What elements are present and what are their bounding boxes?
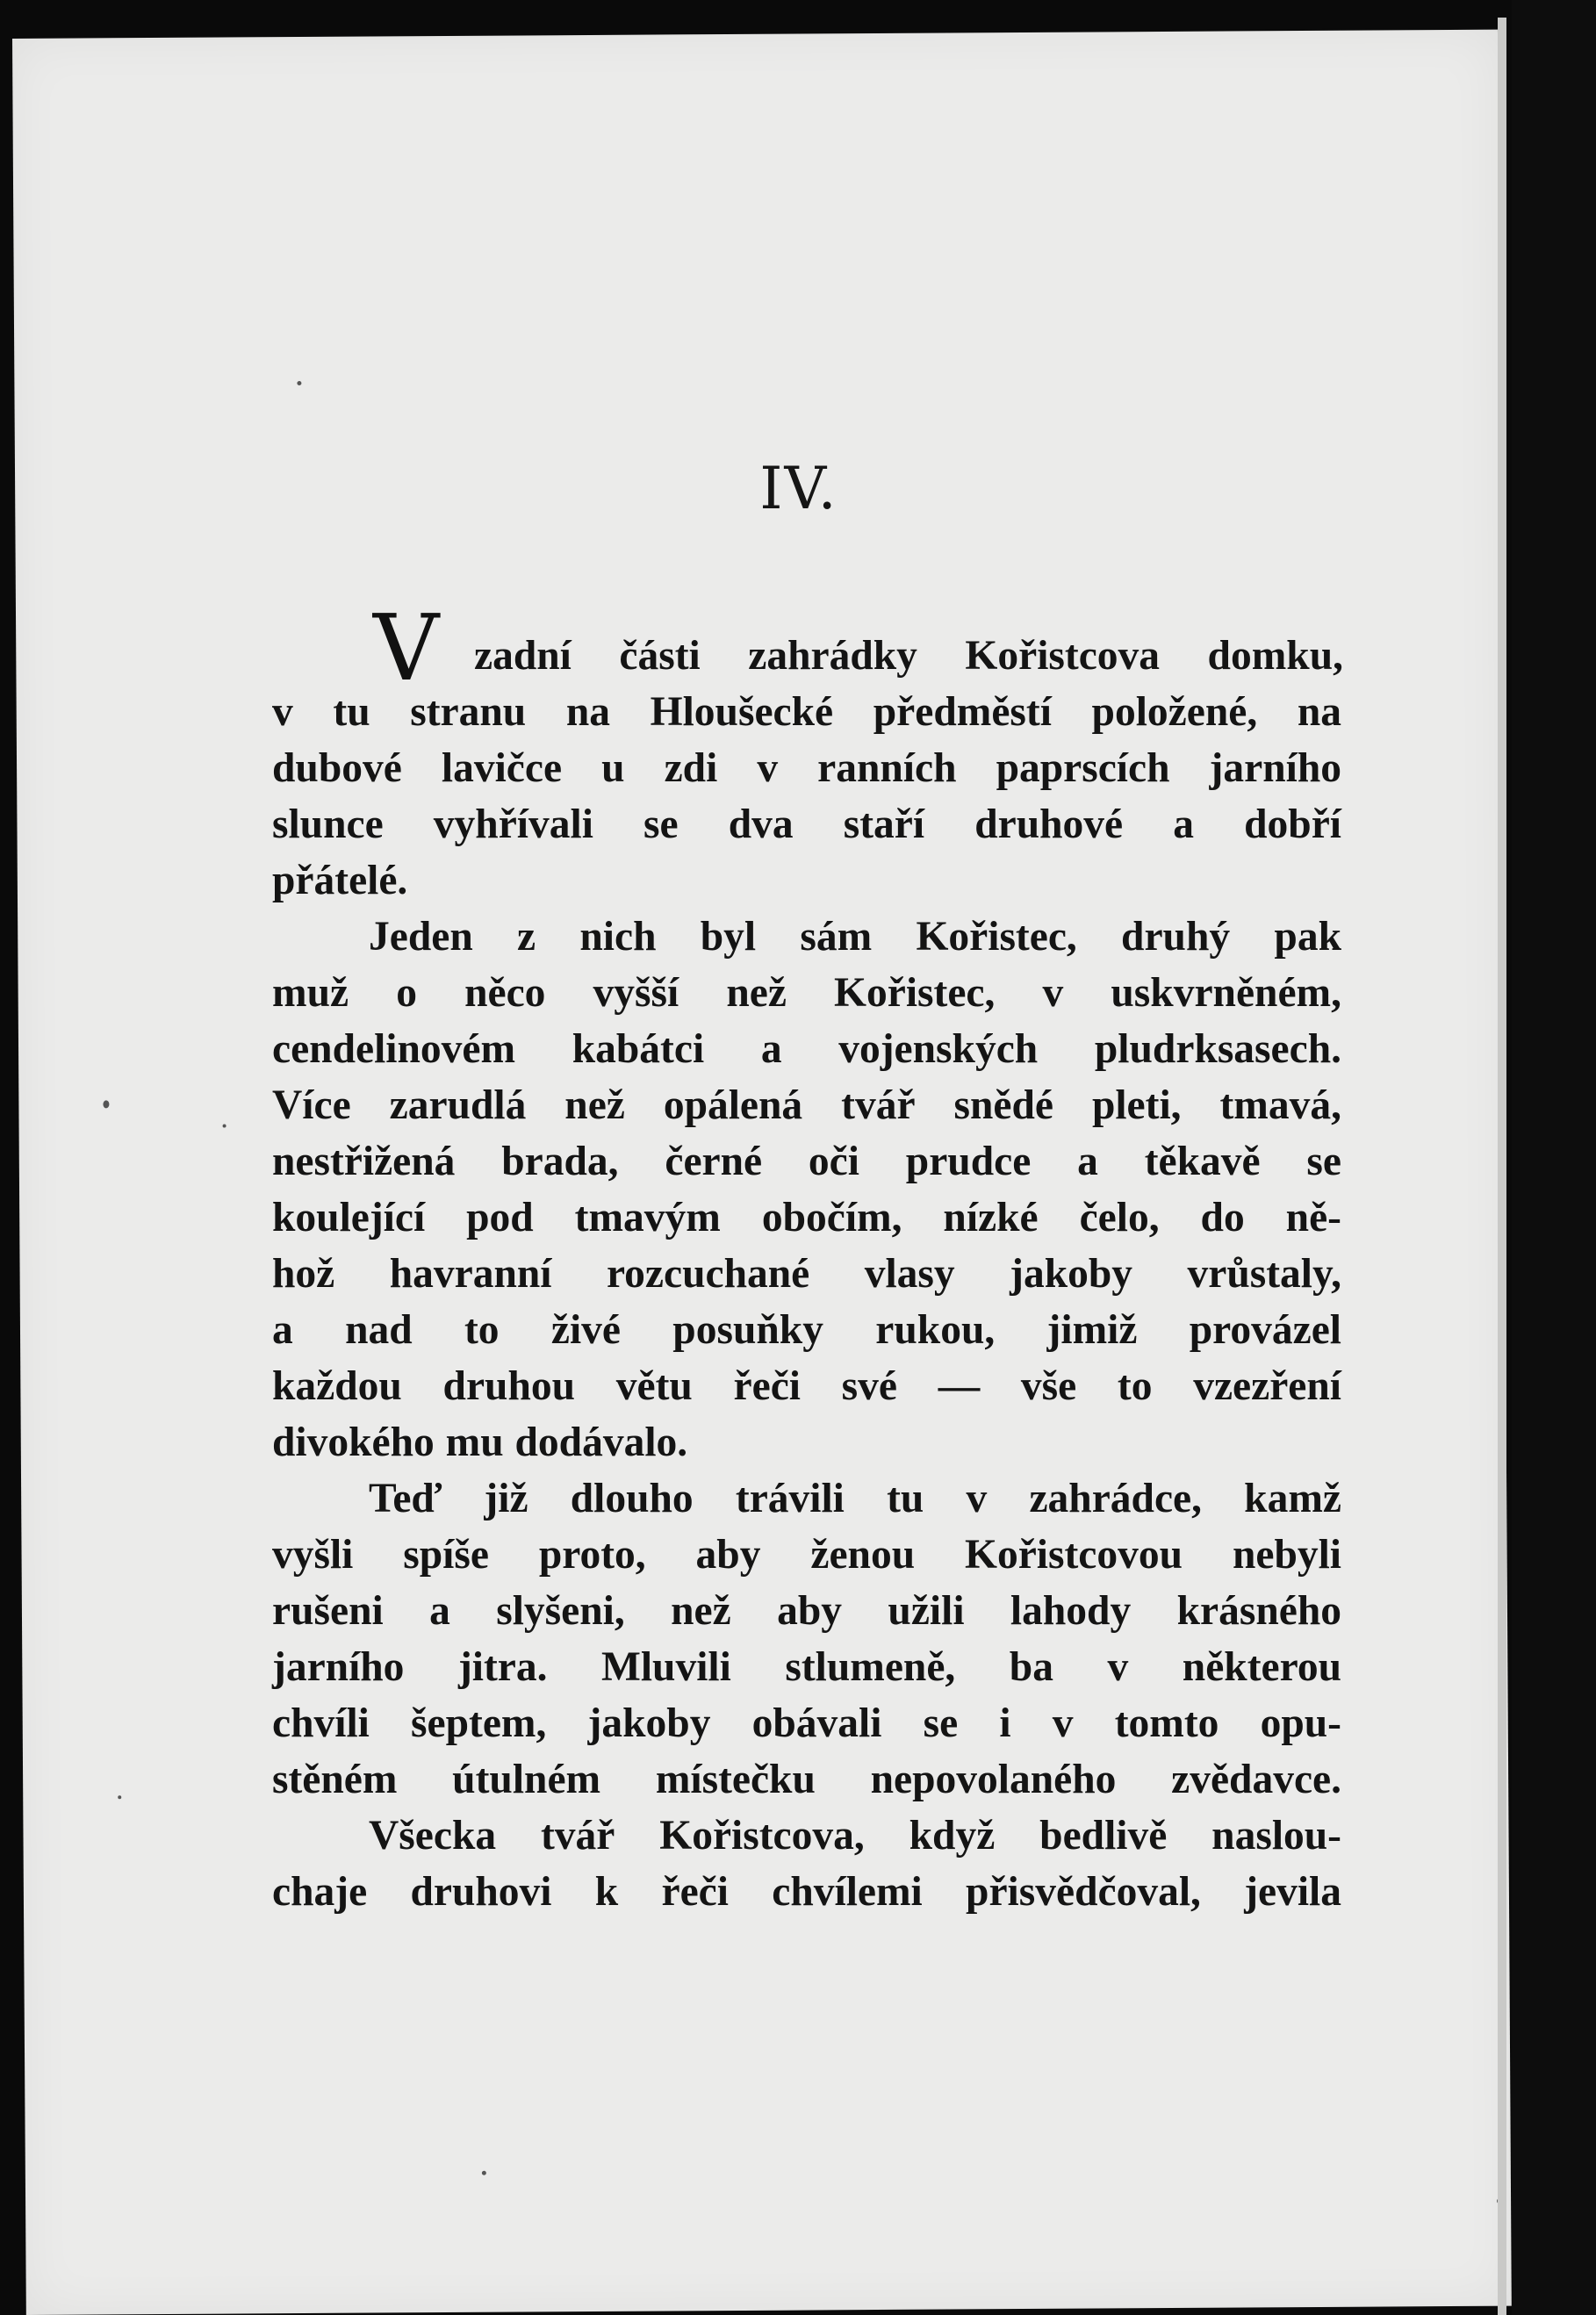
text-line: stěném útulném místečku nepovolaného zvědavce. (272, 1757, 1341, 1802)
text-line: koulející pod tmavým obočím, nízké čelo, do ně- (272, 1195, 1341, 1240)
text-line: a nad to živé posuňky rukou, jimiž provázel (272, 1307, 1341, 1353)
drop-cap: V (373, 594, 440, 701)
text-line: slunce vyhřívali se dva staří druhové a dobří (272, 802, 1341, 847)
page-edge (1498, 18, 1506, 2315)
text-line: vyšli spíše proto, aby ženou Kořistcovou nebyli (272, 1532, 1341, 1578)
ink-speck (223, 1125, 226, 1128)
text-line: Teď již dlouho trávili tu v zahrádce, kamž (369, 1476, 1341, 1521)
text-line: muž o něco vyšší než Kořistec, v uskvrněném, (272, 970, 1341, 1016)
text-line: přátelé. (272, 858, 408, 903)
adjacent-page-shadow (1512, 0, 1596, 2315)
text-line: Všecka tvář Kořistcova, když bedlivě naslou- (369, 1813, 1341, 1858)
body-text (272, 628, 1341, 1920)
text-line: dubové lavičce u zdi v ranních paprscích jarního (272, 745, 1341, 791)
ink-speck (103, 1100, 109, 1108)
text-line: každou druhou větu řeči své — vše to vzezření (272, 1363, 1341, 1409)
text-line: chaje druhovi k řeči chvílemi přisvědčoval, jevila (272, 1869, 1341, 1915)
text-line: jarního jitra. Mluvili stlumeně, ba v některou (272, 1644, 1341, 1690)
text-line: chvíli šeptem, jakoby obávali se i v tomto opu- (272, 1700, 1341, 1746)
chapter-heading: IV. (759, 455, 838, 522)
ink-speck (297, 381, 301, 385)
text-line: nestřižená brada, černé oči prudce a těkavě se (272, 1139, 1341, 1184)
text-line: divokého mu dodávalo. (272, 1420, 688, 1465)
text-line-first: zadní části zahrádky Kořistcova domku, (474, 633, 1343, 679)
ink-speck (118, 1795, 121, 1799)
text-line: hož havranní rozcuchané vlasy jakoby vrůstaly, (272, 1251, 1341, 1297)
text-line: cendelinovém kabátci a vojenských pludrksasech. (272, 1026, 1341, 1072)
ink-speck (482, 2171, 486, 2175)
text-line: Jeden z nich byl sám Kořistec, druhý pak (369, 914, 1341, 960)
text-line: rušeni a slyšeni, než aby užili lahody krásného (272, 1588, 1341, 1634)
text-line: Více zarudlá než opálená tvář snědé pleti, tmavá, (272, 1082, 1341, 1128)
text-line: v tu stranu na Hloušecké předměstí položené, na (272, 689, 1341, 735)
